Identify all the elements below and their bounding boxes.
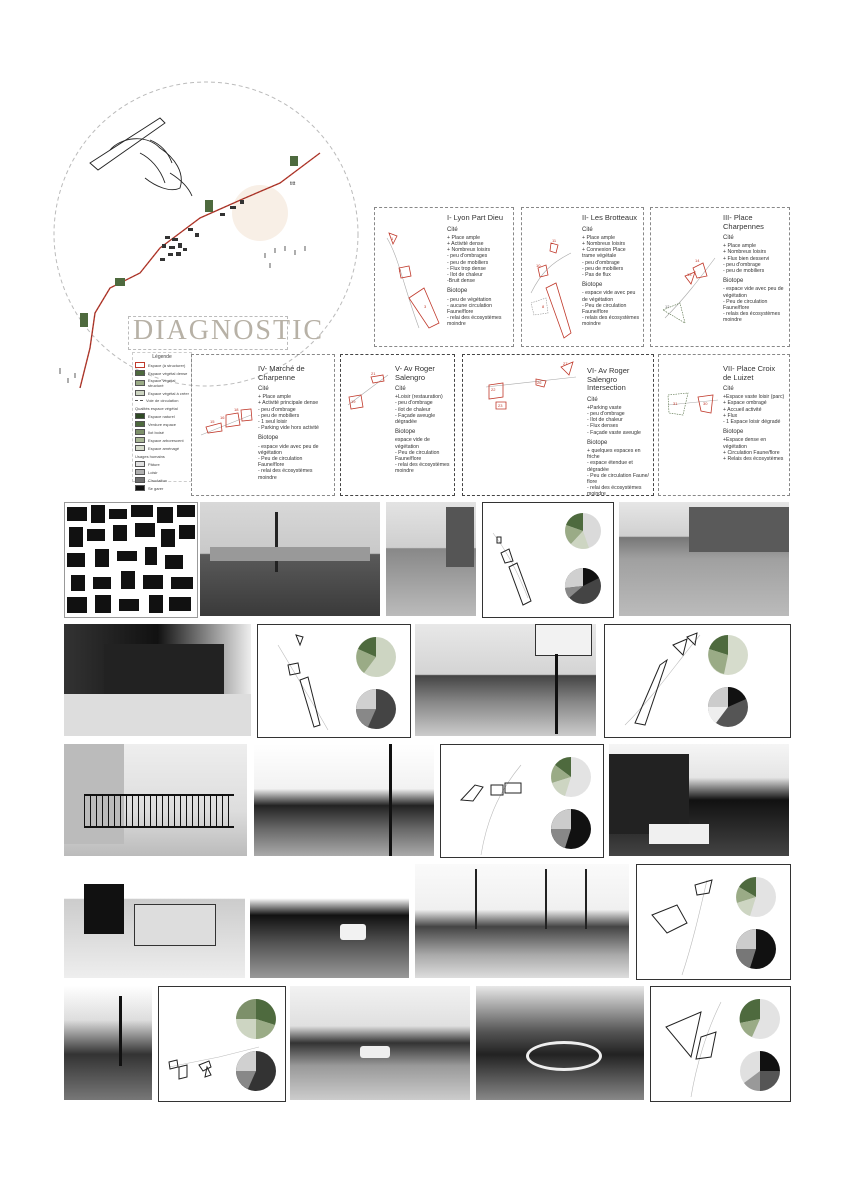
legend-usage-title: Usages humains (135, 454, 165, 459)
site-plan-sketch (196, 385, 256, 465)
site-diagram (440, 744, 604, 858)
site-card-7 (658, 354, 790, 496)
card-cite-list: + Place ample + Activité principale dense - peu d'ombrage - peu de mobiliers - 1 seul loisir - Parking vide hors activité (258, 394, 319, 432)
site-diagram (257, 624, 411, 738)
legend-usage-item: Circulation (135, 477, 189, 483)
site-card-3 (650, 207, 790, 347)
svg-text:30: 30 (703, 401, 708, 406)
svg-text:16: 16 (220, 415, 225, 420)
pie-charts (705, 631, 751, 731)
card-bio-list: - peu de végétation - aucune circulation Faune/flore - relai des écosystèmes moindre (447, 296, 502, 328)
page-title: DIAGNOSTIC (133, 315, 325, 346)
svg-text:15: 15 (210, 419, 215, 424)
svg-text:2: 2 (399, 268, 402, 273)
site-card-1 (374, 207, 514, 347)
pie-charts (563, 511, 603, 609)
site-photo (609, 744, 789, 856)
site-photo (250, 864, 409, 978)
site-photo (254, 744, 434, 856)
card-bio-heading: Biotope (395, 429, 416, 436)
card-title: VI- Av Roger Salengro Intersection (587, 366, 630, 392)
legend-usage-item: Se garer (135, 485, 189, 491)
card-cite-heading: Cité (587, 396, 598, 403)
svg-text:8: 8 (542, 304, 545, 309)
legend-quality-item: Ilot boisé (135, 429, 189, 435)
legend-usage-item: Pâture (135, 461, 189, 467)
legend-item: Espace végétal à créer (135, 390, 189, 396)
legend-quality-item: Espace aménagé (135, 445, 189, 451)
svg-text:23: 23 (498, 403, 503, 408)
site-diagram-drawing (605, 625, 790, 737)
card-bio-heading: Biotope (587, 439, 608, 446)
card-bio-heading: Biotope (258, 435, 279, 442)
card-cite-list: +Espace vaste loisir (parc) + Espace ombragé + Accueil activité + Flux - 1 Espace loisir dégradé (723, 394, 785, 426)
svg-text:11: 11 (552, 238, 557, 243)
site-photo (386, 502, 476, 616)
site-photo (476, 986, 644, 1100)
card-bio-heading: Biotope (582, 282, 603, 289)
card-title: I- Lyon Part Dieu (447, 213, 503, 222)
site-photo (290, 986, 470, 1100)
legend-item: Espace (à structurer) (135, 362, 189, 368)
figure-ground-map (64, 502, 198, 618)
site-card-5 (340, 354, 455, 496)
site-plan-sketch (663, 385, 721, 425)
card-bio-list: - espace vide avec peu de végétation - Peu de circulation Faune/flore - relai des écosystèmes moindre (258, 443, 319, 481)
site-plan-sketch (526, 233, 584, 343)
svg-text:26: 26 (537, 380, 542, 385)
title-frame (128, 316, 288, 350)
svg-text:12: 12 (665, 304, 670, 309)
card-title: III- Place Charpennes (723, 213, 764, 231)
site-plan-sketch (379, 228, 449, 343)
site-photo (415, 624, 596, 736)
site-photo (64, 624, 251, 736)
pie-charts (231, 995, 281, 1095)
site-plan-sketch (481, 357, 581, 417)
card-title: VII- Place Croix de Luizet (723, 364, 776, 382)
legend-item: Voie de circulation (135, 398, 189, 403)
site-photo (64, 744, 247, 856)
card-cite-list: +Loisir (restauration) - peu d'ombrage - ilot de chaleur - Façade aveugle dégradée (395, 394, 443, 426)
legend-quality-title: Qualités espace végétal (135, 406, 178, 411)
legend-quality-item: Verdure espace (135, 421, 189, 427)
legend-item: Espace végétal structuré (135, 378, 189, 388)
card-cite-heading: Cité (582, 226, 593, 233)
site-diagram (636, 864, 791, 980)
svg-text:22: 22 (491, 387, 496, 392)
card-bio-list: - espace vide avec peu de végétation - Peu de circulation Faune/flore - relais des écosystèmes moindre (723, 286, 784, 324)
card-cite-list: + Place ample + Nombreux loisirs + Connexion Place trame végétale - peu d'ombrage - peu de mobiliers - Pas de flux (582, 234, 626, 278)
card-bio-list: espace vide de végétation - Peu de circulation Faune/flore - relai des écosystèmes moindre (395, 437, 450, 475)
card-cite-list: + Place ample + Nombreux loisirs + Flux bien desservi - peu d'ombrage - peu de mobiliers (723, 243, 770, 275)
svg-text:10: 10 (536, 263, 541, 268)
pie-charts (350, 633, 402, 731)
site-diagram (158, 986, 286, 1102)
site-card-4 (191, 354, 335, 496)
svg-text:31: 31 (673, 401, 678, 406)
svg-text:19: 19 (351, 399, 356, 404)
svg-text:3: 3 (424, 304, 427, 309)
site-photo (619, 502, 789, 616)
card-bio-list: + quelques espaces en friche - espace étendue et dégradée - Peu de circulation Faune/ flore - relai des écosystèmes moindre (587, 447, 649, 498)
svg-text:1: 1 (391, 236, 394, 241)
site-card-6 (462, 354, 654, 496)
svg-text:18: 18 (234, 407, 239, 412)
pie-charts (729, 873, 783, 973)
card-title: V- Av Roger Salengro (395, 364, 435, 382)
legend-item: Espace végétal dense (135, 370, 189, 376)
card-cite-list: + Place ample + Activité dense + Nombreux loisirs - peu d'ombrages - peu de mobiliers - Flux trop dense - Ilot de chaleur -Bruit dense (447, 234, 491, 285)
svg-text:14: 14 (695, 258, 700, 263)
card-bio-heading: Biotope (723, 278, 744, 285)
figure-ground-drawing (65, 503, 197, 617)
legend-quality-item: Espace naturel (135, 413, 189, 419)
card-bio-heading: Biotope (447, 288, 468, 295)
pie-charts (545, 753, 597, 851)
card-title: IV- Marché de Charpenne (258, 364, 305, 382)
card-cite-heading: Cité (723, 235, 734, 241)
site-diagram (604, 624, 791, 738)
site-photo (200, 502, 380, 616)
legend-usage-item: Loisir (135, 469, 189, 475)
svg-text:13: 13 (687, 272, 692, 277)
site-diagram (482, 502, 614, 618)
site-card-2 (521, 207, 644, 347)
card-bio-heading: Biotope (723, 429, 744, 436)
svg-text:27: 27 (563, 361, 568, 366)
card-cite-heading: Cité (447, 226, 458, 233)
card-bio-list: - espace vide avec peu de végétation - Peu de circulation Faune/flore - relais des écosystèmes moindre (582, 290, 640, 328)
card-cite-heading: Cité (395, 386, 406, 392)
legend-heading: Légende (152, 354, 172, 360)
site-plan-sketch (655, 248, 725, 338)
pie-charts (735, 995, 785, 1095)
card-cite-heading: Cité (723, 386, 734, 392)
site-photo (64, 864, 245, 978)
card-cite-list: +Parking vaste - peu d'ombrage - Ilot de chaleur - Flux denses - Façade vaste aveugle (587, 404, 641, 436)
site-diagram (650, 986, 791, 1102)
legend (132, 352, 192, 491)
site-photo (415, 864, 629, 978)
site-plan-sketch (343, 365, 393, 425)
svg-text:titt: titt (290, 181, 296, 187)
svg-text:21: 21 (371, 371, 376, 376)
card-title: II- Les Brotteaux (582, 213, 638, 222)
card-cite-heading: Cité (258, 386, 269, 392)
site-photo (64, 986, 152, 1100)
card-bio-list: +Espace dense en végétation + Circulation Faune/flore + Relais des écosystèmes (723, 437, 784, 463)
legend-quality-item: Espace arborescent (135, 437, 189, 443)
